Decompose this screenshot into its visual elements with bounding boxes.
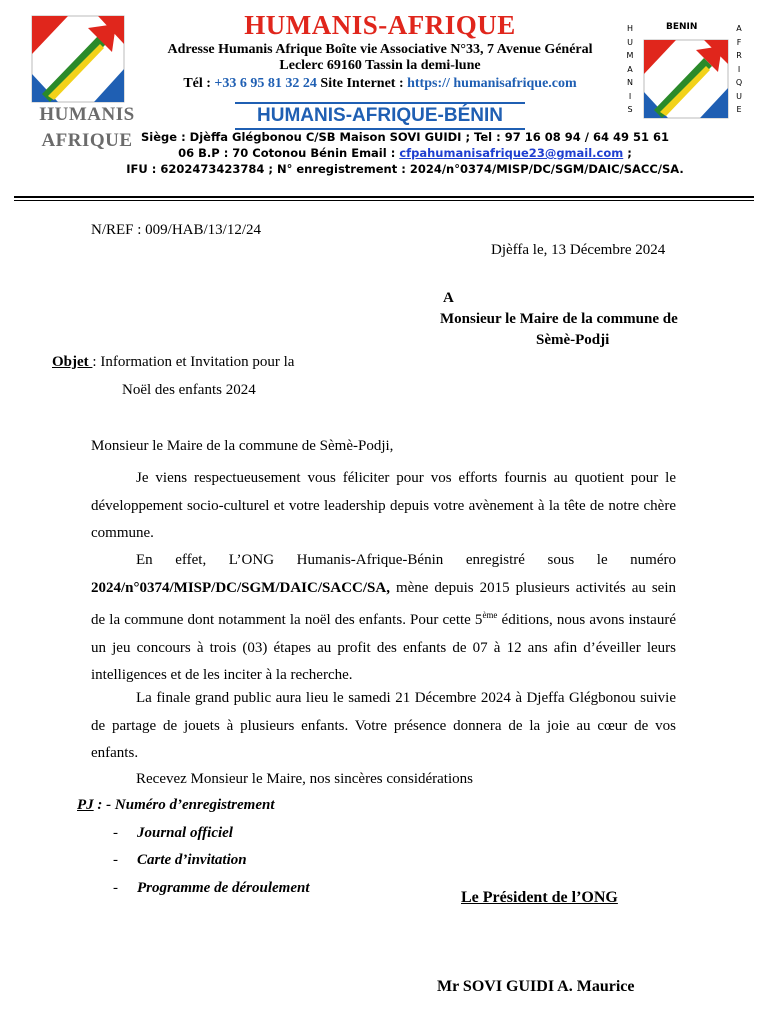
reference: N/REF : 009/HAB/13/12/24 <box>91 222 262 238</box>
vertical-letter: F <box>736 37 742 47</box>
vertical-letter: U <box>736 91 742 101</box>
vertical-letter: U <box>627 37 633 47</box>
vertical-letter: Q <box>735 78 743 87</box>
paragraph-2-c: éditions, nous avons instauré un jeu concours à trois (03) étapes au profit des enfants de 07 à 12 ans afin d’éveiller leurs intelligences et de les inciter à la recherche. <box>91 612 676 684</box>
vertical-letter: N <box>627 78 633 87</box>
siege-line-3: IFU : 6202473423784 ; N° enregistrement : 2024/n°0374/MISP/DC/SGM/DAIC/SACC/SA. <box>126 162 684 176</box>
org-title: HUMANIS-AFRIQUE <box>244 10 516 40</box>
logo-left-text-2: AFRIQUE <box>41 130 133 151</box>
paragraph-2-sup: ème <box>482 610 498 621</box>
site-label: Site Internet : <box>316 76 408 91</box>
recipient-line-2: Sèmè-Podji <box>536 332 610 348</box>
paragraph-1: Je viens respectueusement vous féliciter pour vos efforts fournis au quotient pour le développement socio-culturel et votre leadership depuis votre avènement à la tête de notre chère commune. <box>91 470 676 542</box>
benin-title: HUMANIS-AFRIQUE-BÉNIN <box>235 102 525 130</box>
attachment-item <box>113 852 247 869</box>
letter-date: Djèffa le, 13 Décembre 2024 <box>491 242 666 258</box>
vertical-letter: I <box>628 91 632 101</box>
tel-label: Tél : <box>183 76 215 91</box>
paragraph-2-b: mène depuis 2015 plusieurs activités au sein de la commune dont notamment la noël des enfants. Pour cette 5 <box>91 579 676 629</box>
vertical-letter: M <box>626 51 634 60</box>
subject <box>52 352 294 372</box>
vertical-letter: S <box>627 105 633 114</box>
closing: Recevez Monsieur le Maire, nos sincères considérations <box>136 771 473 787</box>
attachment-text: Carte d’invitation <box>137 852 247 868</box>
vertical-letter: A <box>736 24 742 33</box>
vertical-text-right <box>735 22 743 117</box>
address-line-1: Adresse Humanis Afrique Boîte vie Associative N°33, 7 Avenue Général <box>167 42 593 57</box>
email-link[interactable]: cfpahumanisafrique23@gmail.com <box>399 146 624 160</box>
recipient-line-1: Monsieur le Maire de la commune de <box>440 311 678 327</box>
vertical-letter: A <box>627 64 633 74</box>
signatory-name: Mr SOVI GUIDI A. Maurice <box>437 978 635 995</box>
siege-line-2-text: 06 B.P : 70 Cotonou Bénin Email : <box>178 146 400 160</box>
header-divider <box>14 196 754 198</box>
vertical-letter: R <box>736 51 742 60</box>
logo-right <box>626 22 748 122</box>
logo-right-label: BENIN <box>666 22 698 32</box>
bullet-dash: - <box>113 880 118 896</box>
attachment-first: : - Numéro d’enregistrement <box>93 797 275 813</box>
siege-line-1: Siège : Djèffa Glégbonou C/SB Maison SOVI GUIDI ; Tel : 97 16 08 94 / 64 49 51 61 <box>141 130 669 144</box>
president-title: Le Président de l’ONG <box>461 889 618 906</box>
attachment-item <box>113 825 233 842</box>
vertical-letter: H <box>626 24 633 33</box>
paragraph-2-a: En effet, L’ONG Humanis-Afrique-Bénin enregistré sous le numéro <box>136 552 676 568</box>
attachments-label: PJ <box>77 797 94 813</box>
logo-left-text-1: HUMANIS <box>39 104 135 125</box>
attachment-text: Programme de déroulement <box>137 880 310 896</box>
paragraph-2 <box>91 547 676 690</box>
paragraph-3: La finale grand public aura lieu le samedi 21 Décembre 2024 à Djeffa Glégbonou suivie de partage de jouets à plusieurs enfants. Votre présence donnera de la joie au cœur de vos enfants. <box>91 690 676 762</box>
vertical-text-left <box>626 22 634 117</box>
vertical-letter: E <box>736 105 742 114</box>
vertical-letter: I <box>737 64 741 74</box>
subject-label: Objet <box>52 354 93 370</box>
site-link[interactable]: https:// humanisafrique.com <box>407 76 577 91</box>
siege-line-2-end: ; <box>623 146 632 160</box>
bullet-dash: - <box>113 825 118 841</box>
registration-number: 2024/n°0374/MISP/DC/SGM/DAIC/SACC/SA, <box>91 579 390 596</box>
attachments-header <box>77 797 275 814</box>
tel-value[interactable]: +33 6 95 81 32 24 <box>214 76 317 91</box>
subject-text: : Information et Invitation pour la <box>92 354 295 370</box>
attachment-text: Journal officiel <box>137 825 233 841</box>
salutation: Monsieur le Maire de la commune de Sèmè-Podji, <box>91 438 394 454</box>
address-line-2: Leclerc 69160 Tassin la demi-lune <box>279 58 481 73</box>
recipient-a: A <box>443 290 454 306</box>
subject-text-2: Noël des enfants 2024 <box>122 382 256 398</box>
siege-line-2 <box>100 146 710 160</box>
contact-line <box>140 76 620 92</box>
humanis-logo-icon <box>28 14 128 104</box>
attachment-item <box>113 880 310 897</box>
bullet-dash: - <box>113 852 118 868</box>
header-divider-thin <box>14 200 754 201</box>
humanis-benin-logo-icon <box>642 38 730 120</box>
